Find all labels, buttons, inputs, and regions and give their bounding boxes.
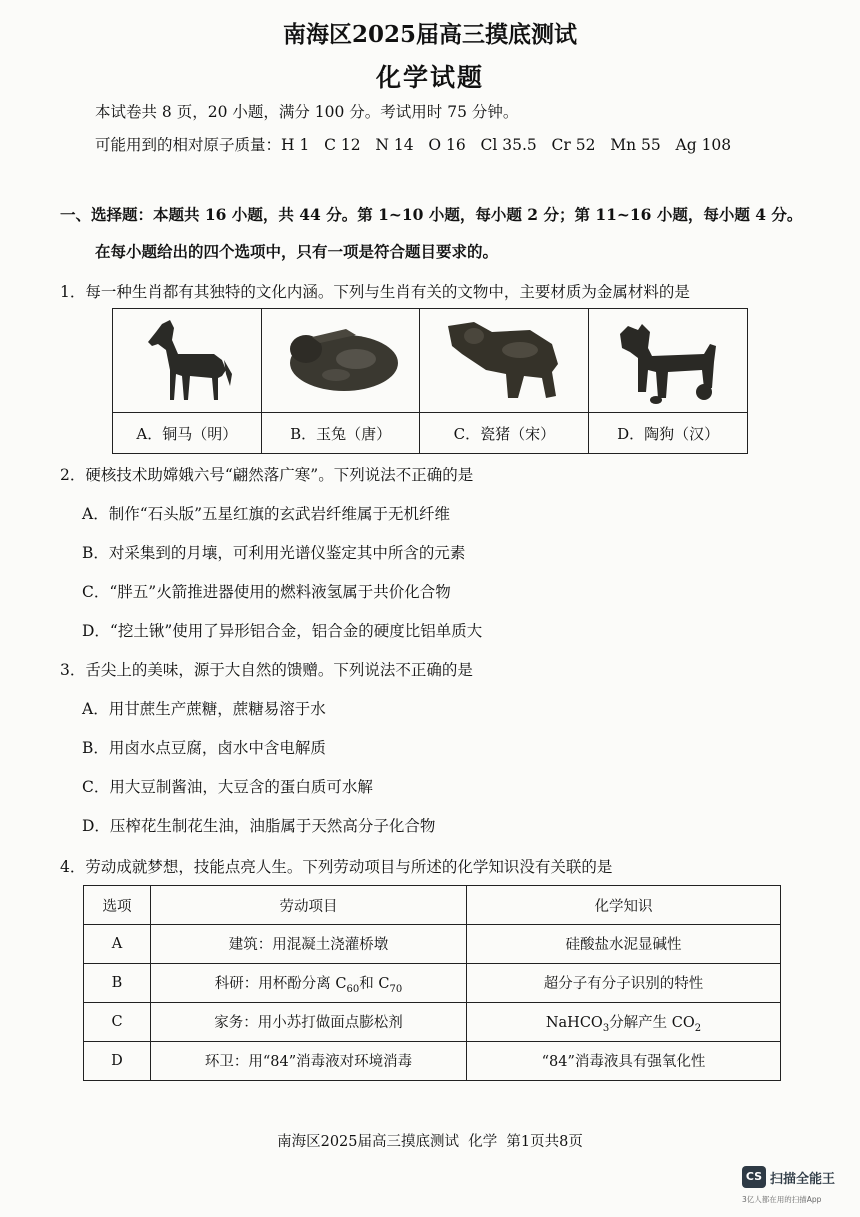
q1-image-cell xyxy=(420,309,589,413)
q1-options-table xyxy=(112,308,748,454)
exam-info: 本试卷共 8 页，20 小题，满分 100 分。考试用时 75 分钟。 xyxy=(95,103,519,121)
col-header-work: 劳动项目 xyxy=(151,886,467,925)
q2-option-c: C．“胖五”火箭推进器使用的燃料液氢属于共价化合物 xyxy=(82,583,451,601)
table-row xyxy=(84,1003,781,1042)
q3-option-a: A．用甘蔗生产蔗糖，蔗糖易溶于水 xyxy=(82,700,326,718)
section-note: 在每小题给出的四个选项中，只有一项是符合题目要求的。 xyxy=(95,242,499,261)
q4-stem: 4．劳动成就梦想，技能点亮人生。下列劳动项目与所述的化学知识没有关联的是 xyxy=(60,858,613,876)
row-work: 科研：用杯酚分离 $C_{60}$和 $C_{70}$ xyxy=(151,964,467,1003)
atomic-mass-line: 可能用到的相对原子质量：H 1 C 12 N 14 O 16 Cl 35.5 Cr 52 Mn 55 Ag 108 xyxy=(95,136,732,154)
table-row xyxy=(84,925,781,964)
row-knowledge: “84”消毒液具有强氧化性 xyxy=(467,1042,781,1081)
q1-stem: 1．每一种生肖都有其独特的文化内涵。下列与生肖有关的文物中，主要材质为金属材料的是 xyxy=(60,283,690,301)
row-option: B xyxy=(84,964,151,1003)
table-row xyxy=(84,1042,781,1081)
q1-option-b: B．玉兔（唐） xyxy=(261,413,420,454)
q1-option-d: D．陶狗（汉） xyxy=(589,413,748,454)
porcelain-pig-icon xyxy=(434,314,574,404)
row-work: 环卫：用“84”消毒液对环境消毒 xyxy=(151,1042,467,1081)
q3-stem: 3．舌尖上的美味，源于大自然的馈赠。下列说法不正确的是 xyxy=(60,661,473,679)
pottery-dog-icon xyxy=(608,314,728,404)
bronze-horse-icon xyxy=(132,314,242,404)
q1-image-cell xyxy=(261,309,420,413)
q2-option-d: D．“挖土锹”使用了异形铝合金，铝合金的硬度比铝单质大 xyxy=(82,622,483,640)
table-row xyxy=(84,964,781,1003)
q3-option-b: B．用卤水点豆腐，卤水中含电解质 xyxy=(82,739,326,757)
q1-option-c: C．瓷猪（宋） xyxy=(420,413,589,454)
col-header-knowledge: 化学知识 xyxy=(467,886,781,925)
jade-rabbit-icon xyxy=(276,319,406,399)
col-header-option: 选项 xyxy=(84,886,151,925)
row-work: 家务：用小苏打做面点膨松剂 xyxy=(151,1003,467,1042)
row-knowledge: NaHCO$_3$分解产生 $CO_2$ xyxy=(467,1003,781,1042)
q3-option-d: D．压榨花生制花生油，油脂属于天然高分子化合物 xyxy=(82,817,436,835)
page-footer: 南海区2025届高三摸底测试 化学 第1页共8页 xyxy=(277,1134,583,1150)
exam-title: 南海区2025届高三摸底测试 xyxy=(282,21,577,48)
q1-option-a: A．铜马（明） xyxy=(113,413,262,454)
subject-title: 化学试题 xyxy=(375,63,484,92)
section-title: 一、选择题：本题共 16 小题，共 44 分。第 1~10 小题，每小题 2 分；第 11~16 小题，每小题 4 分。 xyxy=(60,205,803,224)
q2-option-b: B．对采集到的月壤，可利用光谱仪鉴定其中所含的元素 xyxy=(82,544,466,562)
row-option: D xyxy=(84,1042,151,1081)
watermark-name: 扫描全能王 xyxy=(770,1172,836,1187)
q1-image-cell xyxy=(589,309,748,413)
row-knowledge: 超分子有分子识别的特性 xyxy=(467,964,781,1003)
q2-stem: 2．硬核技术助嫦娥六号“翩然落广寒”。下列说法不正确的是 xyxy=(60,466,474,484)
q4-table xyxy=(83,885,781,1081)
row-option: A xyxy=(84,925,151,964)
table-header-row xyxy=(84,886,781,925)
watermark-subtitle: 3亿人都在用的扫描App xyxy=(742,1195,822,1204)
row-work: 建筑：用混凝土浇灌桥墩 xyxy=(151,925,467,964)
row-knowledge: 硅酸盐水泥显碱性 xyxy=(467,925,781,964)
row-option: C xyxy=(84,1003,151,1042)
camscanner-logo-icon: CS xyxy=(742,1166,766,1188)
q1-image-cell xyxy=(113,309,262,413)
q3-option-c: C．用大豆制酱油，大豆含的蛋白质可水解 xyxy=(82,778,373,796)
q2-option-a: A．制作“石头版”五星红旗的玄武岩纤维属于无机纤维 xyxy=(82,505,451,523)
